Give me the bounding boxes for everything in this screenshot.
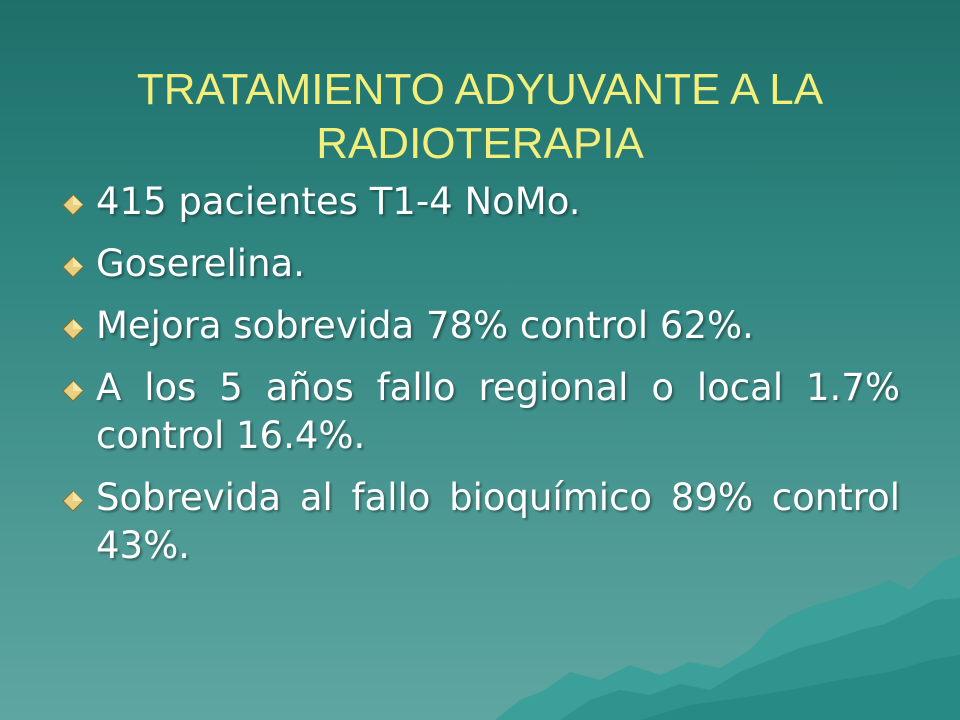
bullet-text: A los 5 años fallo regional o local 1.7% control 16.4%.	[96, 366, 900, 457]
bullet-item	[58, 178, 900, 226]
diamond-bullet-icon	[62, 318, 84, 340]
bullet-text: Mejora sobrevida 78% control 62%.	[96, 304, 754, 347]
bullet-item	[58, 474, 900, 570]
slide-title: TRATAMIENTO ADYUVANTE A LA RADIOTERAPIA	[136, 65, 824, 169]
bullet-text: 415 pacientes T1-4 NoMo.	[96, 180, 581, 223]
bullet-item	[58, 302, 900, 350]
bullet-item	[58, 364, 900, 460]
diamond-bullet-icon	[62, 194, 84, 216]
bullet-item	[58, 240, 900, 288]
diamond-bullet-icon	[62, 256, 84, 278]
bullet-list	[58, 178, 900, 584]
bullet-text: Goserelina.	[96, 242, 305, 285]
bullet-text: Sobrevida al fallo bioquímico 89% control 43%.	[96, 476, 900, 567]
diamond-bullet-icon	[62, 490, 84, 512]
diamond-bullet-icon	[62, 380, 84, 402]
